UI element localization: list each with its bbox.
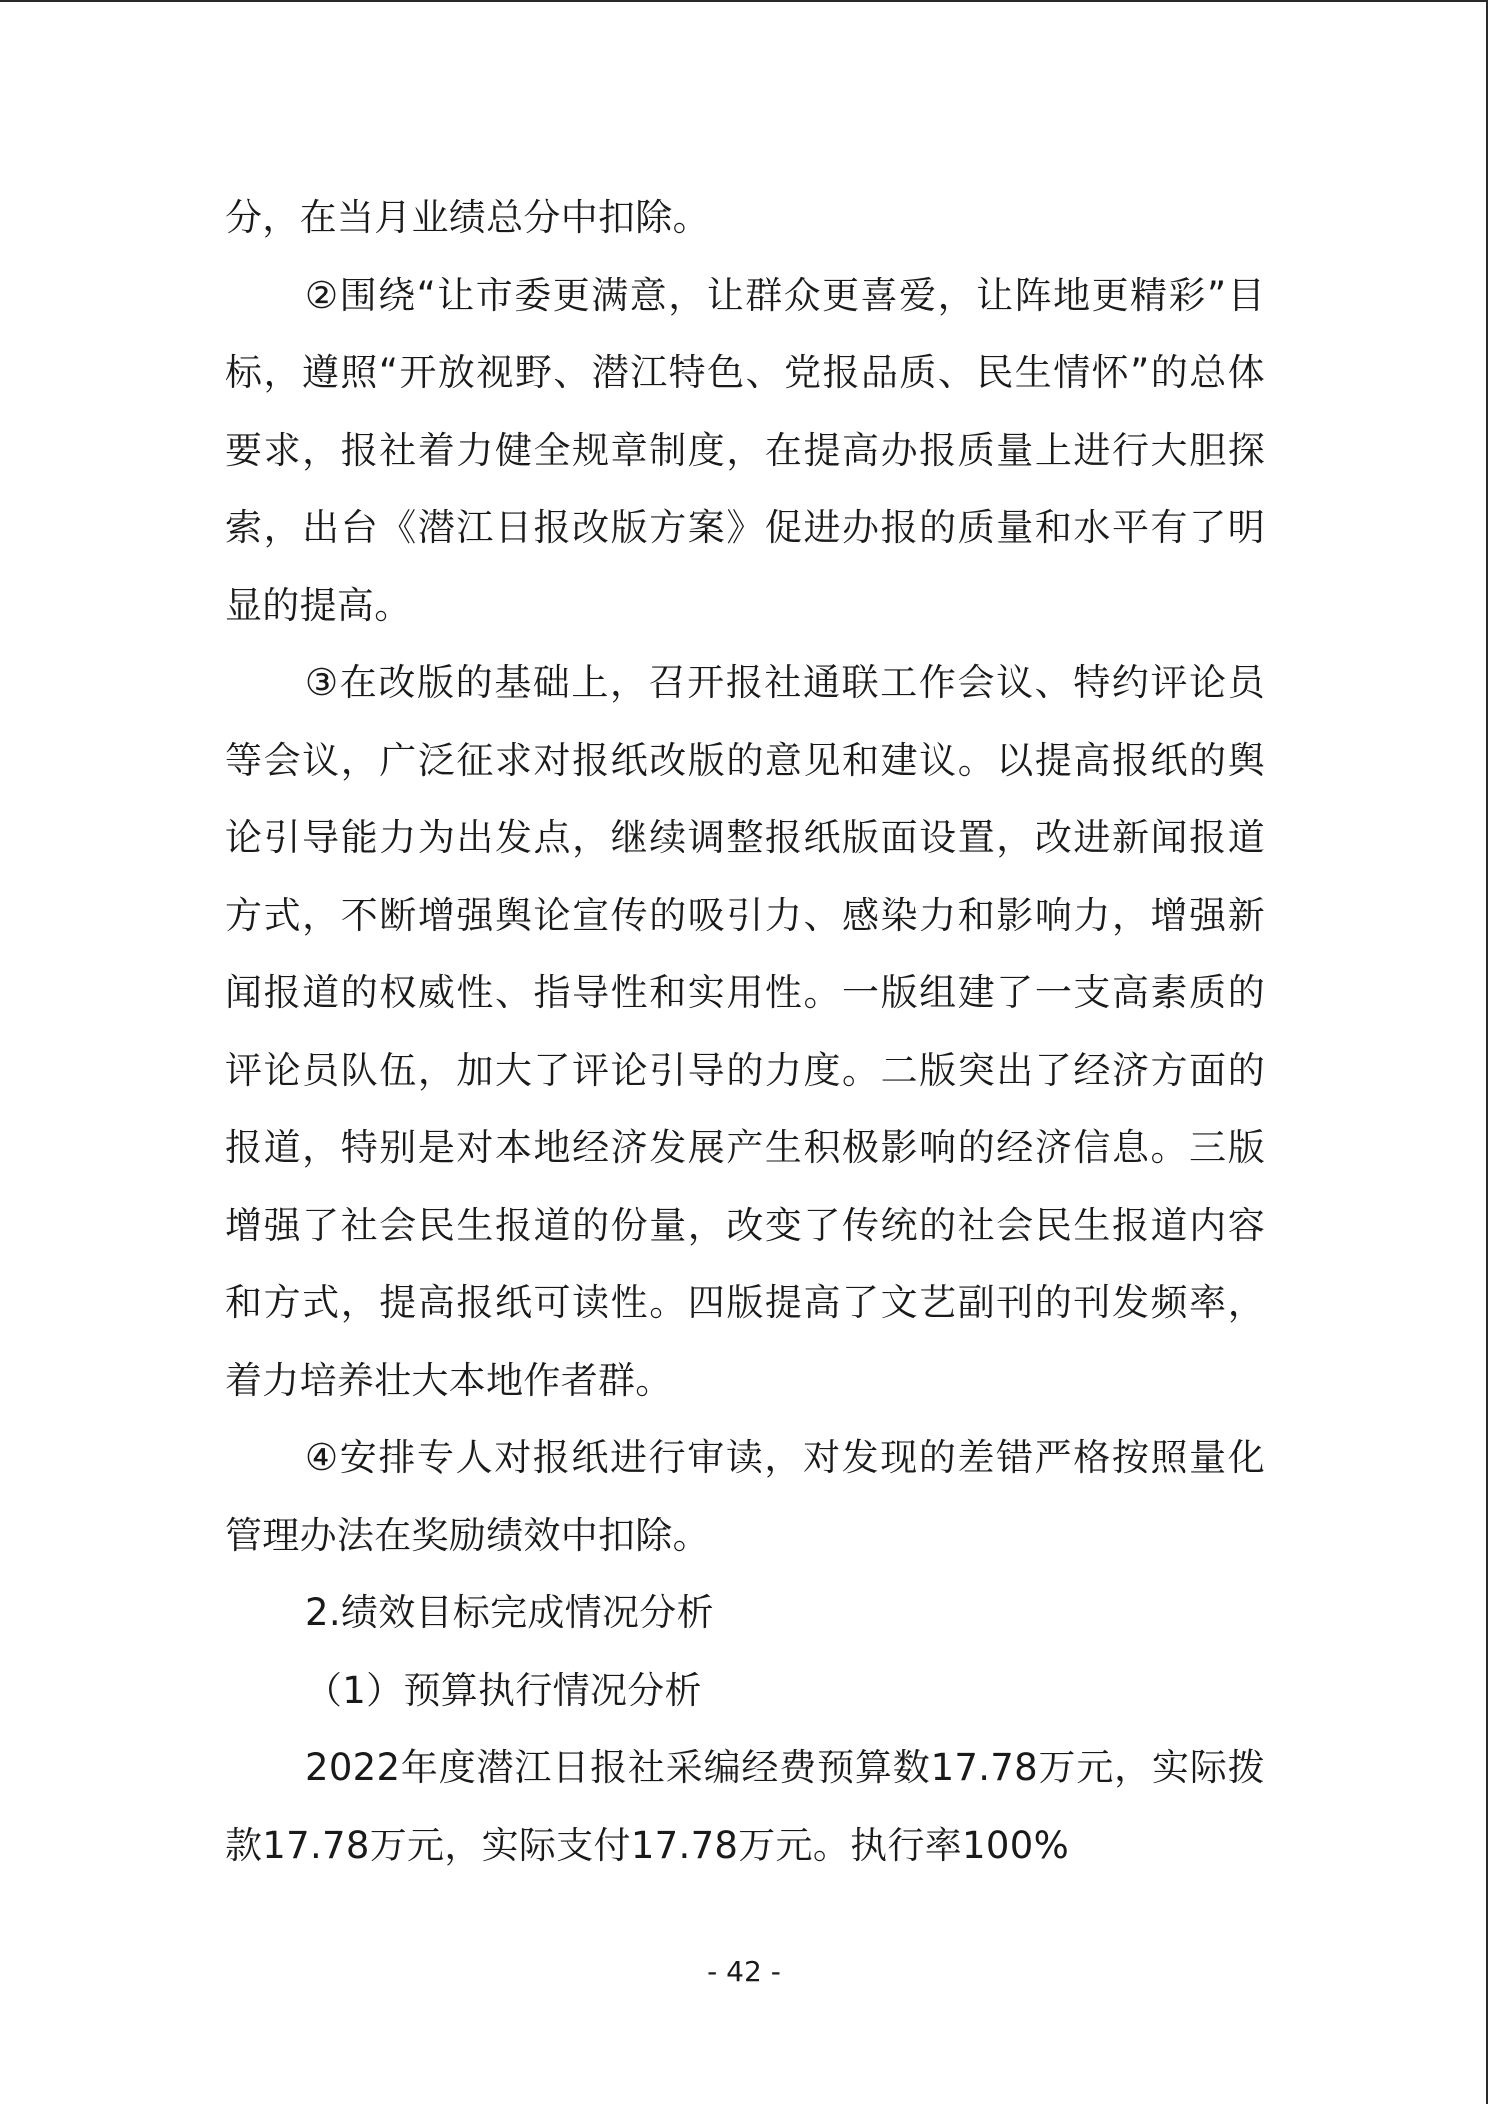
section-heading: 2.绩效目标完成情况分析 [305,1591,714,1634]
paragraph-item-3: ③在改版的基础上，召开报社通联工作会议、特约评论员等会议，广泛征求对报纸改版的意见和建议。以提高报纸的舆论引导能力为出发点，继续调整报纸版面设置，改进新闻报道方式，不断增强舆论宣传的吸引力、感染力和影响力，增强新闻报道的权威性、指导性和实用性。一版组建了一支高素质的评论员队伍，加大了评论引导的力度。二版突出了经济方面的报道，特别是对本地经济发展产生积极影响的经济信息。三版增强了社会民生报道的份量，改变了传统的社会民生报道内容和方式，提高报纸可读性。四版提高了文艺副刊的刊发频率，着力培养壮大本地作者群。 [225,661,1265,1402]
page-number: - 42 - [707,1955,781,1988]
paragraph-item-4: ④安排专人对报纸进行审读，对发现的差错严格按照量化管理办法在奖励绩效中扣除。 [225,1436,1265,1557]
budget-paragraph: 2022年度潜江日报社采编经费预算数17.78万元，实际拨款17.78万元，实际支付17.78万元。执行率100% [225,1746,1265,1867]
subsection-heading: （1）预算执行情况分析 [305,1668,702,1712]
paragraph-continuation: 分，在当月业绩总分中扣除。 [225,196,710,239]
page-border-top [0,0,1488,2]
paragraph-item-2: ②围绕“让市委更满意，让群众更喜爱，让阵地更精彩”目标，遵照“开放视野、潜江特色、党报品质、民生情怀”的总体要求，报社着力健全规章制度，在提高办报质量上进行大胆探索，出台《潜江日报改版方案》促进办报的质量和水平有了明显的提高。 [225,273,1265,627]
document-body [225,179,1265,1884]
